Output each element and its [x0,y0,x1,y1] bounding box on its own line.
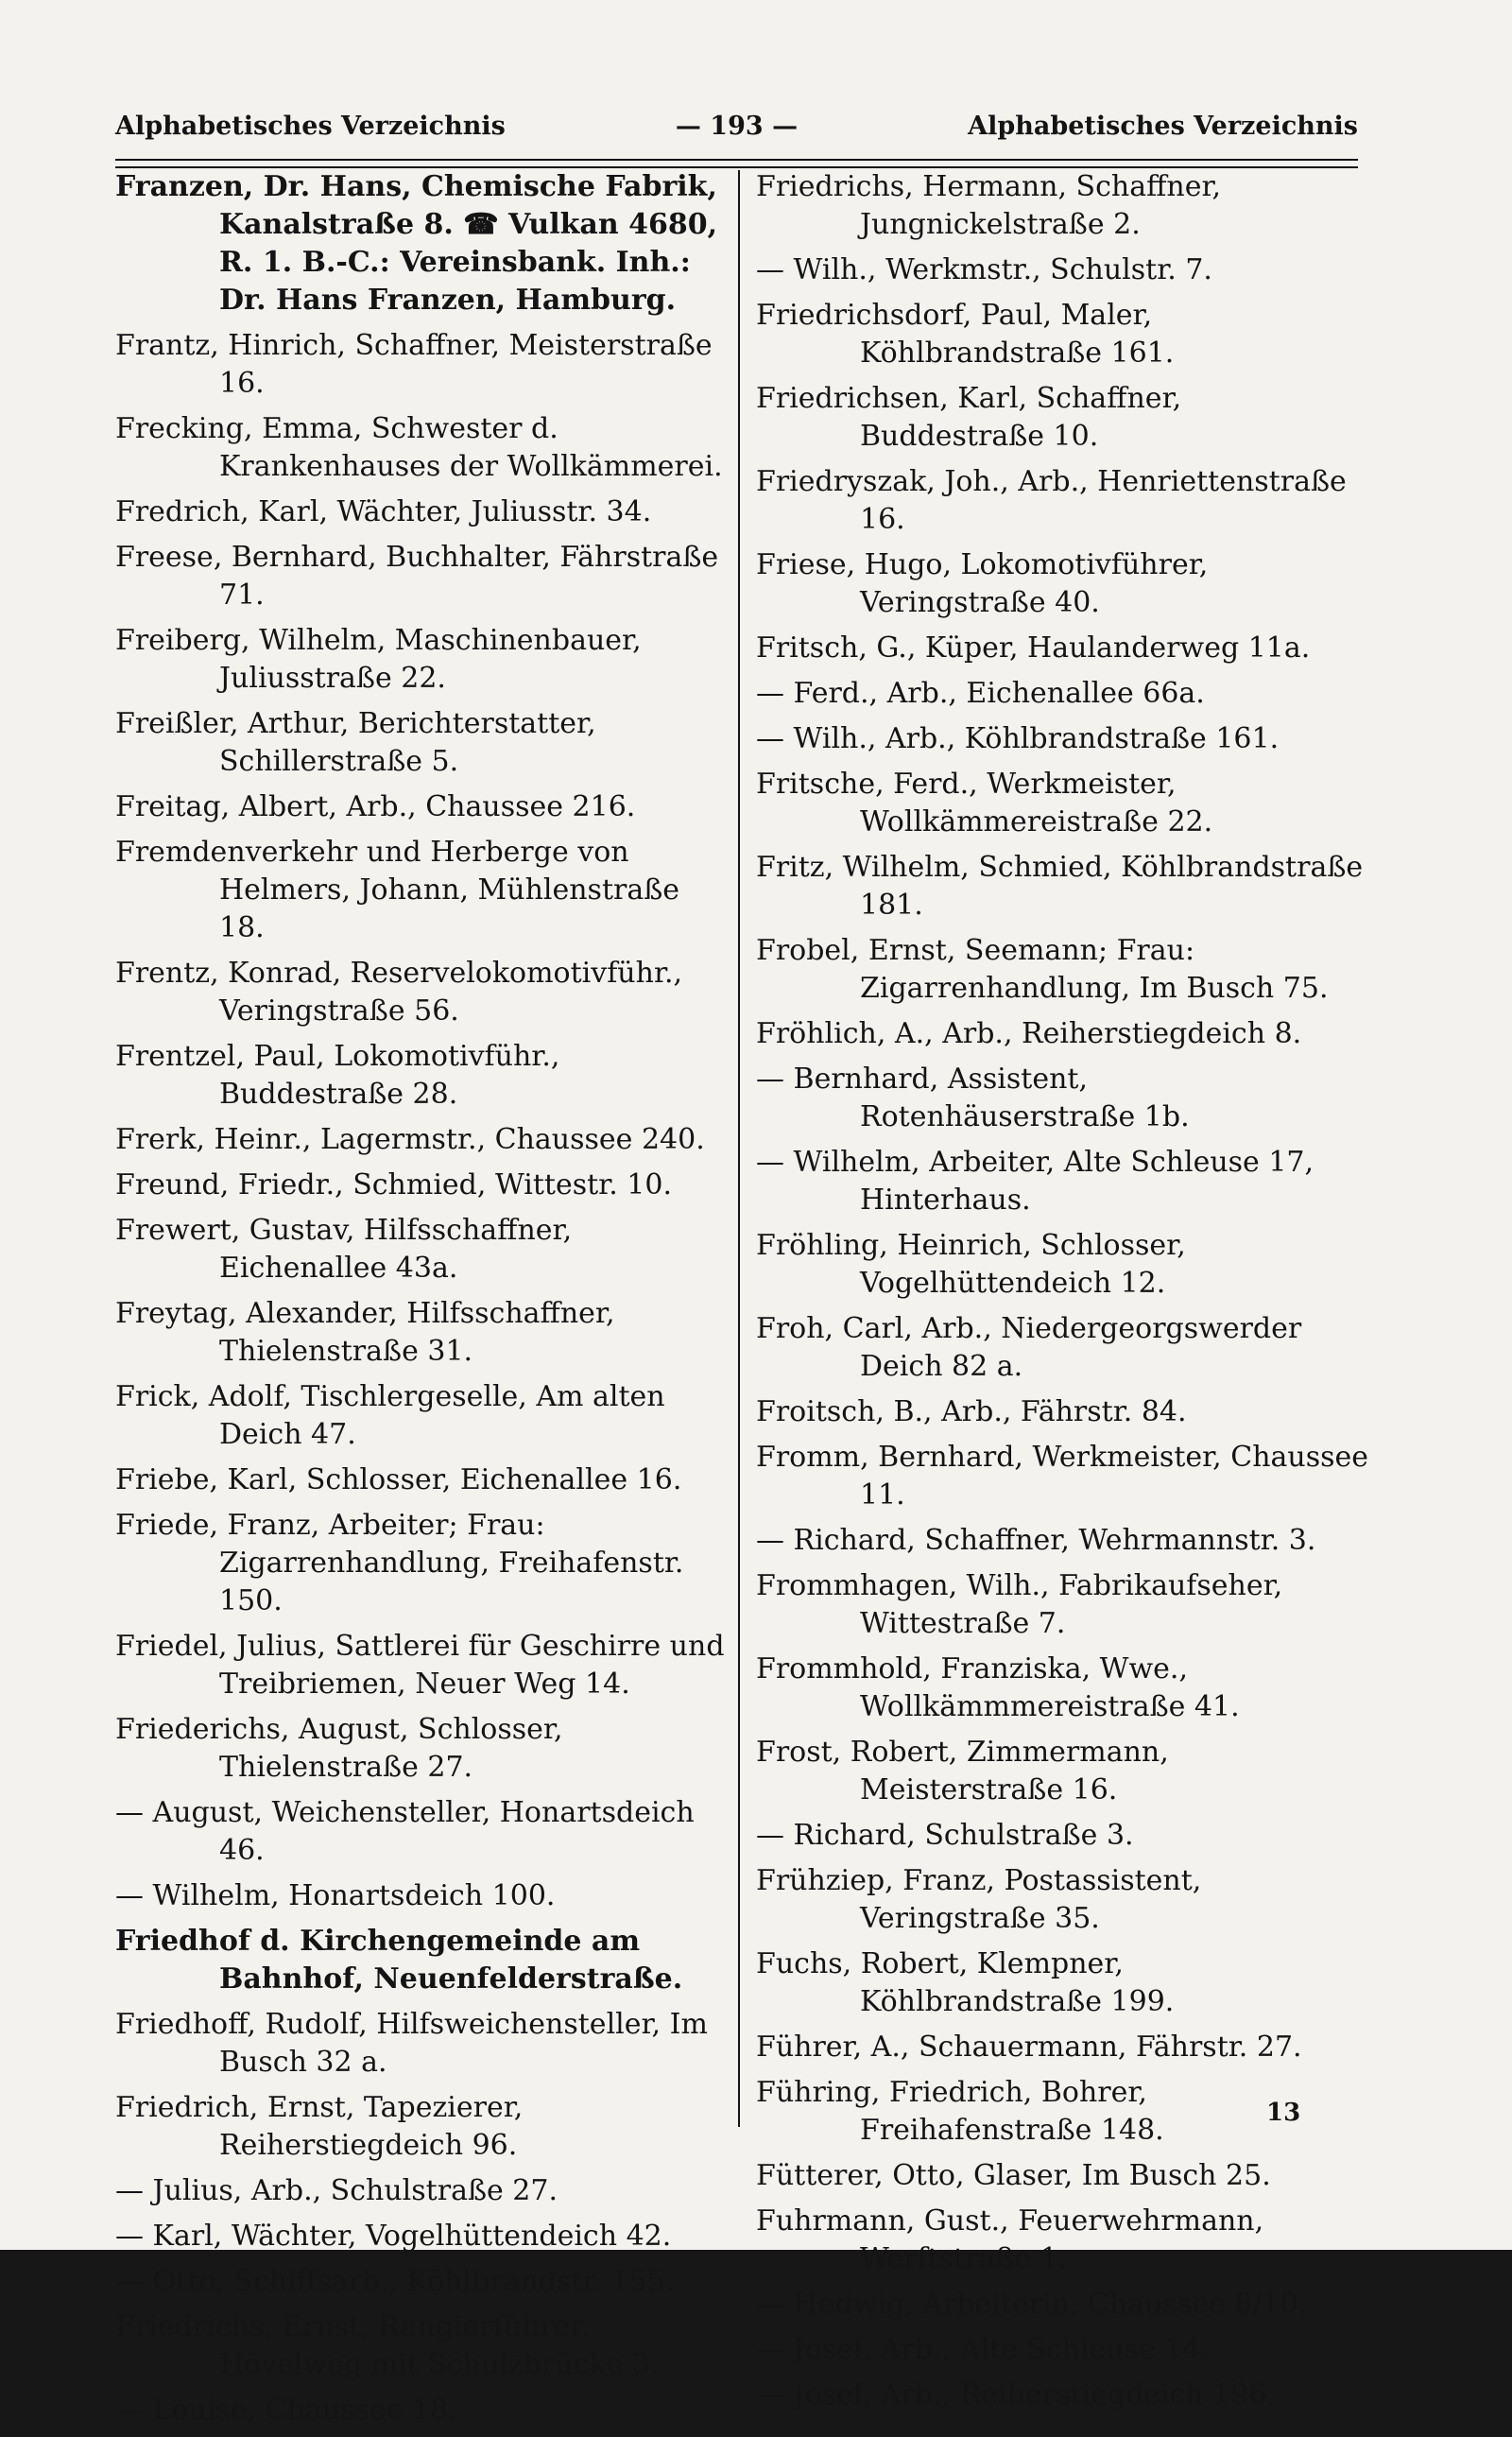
directory-entry: Fritsche, Ferd., Werkmeister, Wollkämmereistraße 22. [756,768,1213,838]
directory-entry: Freund, Friedr., Schmied, Wittestr. 10. [115,1168,672,1201]
directory-entry: Fredrich, Karl, Wächter, Juliusstr. 34. [115,495,652,528]
directory-entry: Frommhold, Franziska, Wwe., Wollkämmmereistraße 41. [756,1652,1240,1723]
header-left-title: Alphabetisches Verzeichnis [115,112,506,141]
directory-entry: — Wilh., Arb., Köhlbrandstraße 161. [756,722,1280,755]
directory-entry: Frerk, Heinr., Lagermstr., Chaussee 240. [115,1123,705,1156]
directory-entry: — Richard, Schaffner, Wehrmannstr. 3. [756,1524,1316,1557]
page-number: — 193 — [675,112,799,141]
directory-entry: — Josef, Arb., Reiherstiegdeich 196. [756,2378,1277,2411]
header-rule-top [115,159,1358,161]
directory-entry: — Karl, Wächter, Vogelhüttendeich 42. [115,2220,672,2253]
directory-entry: Friese, Hugo, Lokomotivführer, Veringstraße 40. [756,548,1209,619]
directory-entry: — Hedwig, Arbeiterin, Chaussee 8/10. [756,2288,1308,2321]
directory-entry: Frost, Robert, Zimmermann, Meisterstraße 16. [756,1736,1169,1806]
directory-entry: Fröhling, Heinrich, Schlosser, Vogelhüttendeich 12. [756,1229,1186,1300]
directory-entry: — Ferd., Arb., Eichenallee 66a. [756,677,1205,710]
directory-entry: Führing, Friedrich, Bohrer, Freihafenstraße 148. [756,2076,1164,2147]
directory-entry: Frobel, Ernst, Seemann; Frau: Zigarrenhandlung, Im Busch 75. [756,934,1329,1005]
page-header [115,112,1358,151]
directory-entry: Freytag, Alexander, Hilfsschaffner, Thielenstraße 31. [115,1297,615,1368]
directory-entry: Friedrich, Ernst, Tapezierer, Reiherstiegdeich 96. [115,2091,524,2162]
directory-entry: Franzen, Dr. Hans, Chemische Fabrik, Kanalstraße 8. ☎ Vulkan 4680, R. 1. B.-C.: Vereinsbank. Inh.: Dr. Hans Franzen, Hamburg. [115,170,718,317]
directory-entry: Frecking, Emma, Schwester d. Krankenhauses der Wollkämmerei. [115,412,723,483]
directory-entry: Friebe, Karl, Schlosser, Eichenallee 16. [115,1463,682,1496]
directory-entry: Frommhagen, Wilh., Fabrikaufseher, Wittestraße 7. [756,1569,1283,1640]
directory-entry: Friedryszak, Joh., Arb., Henriettenstraße 16. [756,465,1347,536]
directory-entry: Friede, Franz, Arbeiter; Frau: Zigarrenhandlung, Freihafenstr. 150. [115,1509,684,1617]
directory-entry: — August, Weichensteller, Honartsdeich 46. [115,1796,695,1867]
directory-entry: Friederichs, August, Schlosser, Thielenstraße 27. [115,1713,563,1784]
directory-entry: Führer, A., Schauermann, Fährstr. 27. [756,2031,1302,2064]
directory-entry: Frentzel, Paul, Lokomotivführ., Buddestraße 28. [115,1040,560,1111]
directory-entry: Fuchs, Robert, Klempner, Köhlbrandstraße 199. [756,1947,1175,2018]
directory-entry: Fütterer, Otto, Glaser, Im Busch 25. [756,2159,1271,2192]
directory-entry: Friedrichs, Ernst, Rangierführer, Hövelweg mit Schulzbrücke 3. [115,2310,660,2381]
directory-entry: Freißler, Arthur, Berichterstatter, Schillerstraße 5. [115,707,596,778]
sheet-signature: 13 [1266,2099,1301,2127]
directory-entry: — Josef, Arb., Alte Schleuse 14. [756,2333,1211,2366]
directory-entry: Freese, Bernhard, Buchhalter, Fährstraße 71. [115,541,719,612]
directory-entry: — Wilh., Werkmstr., Schulstr. 7. [756,253,1212,286]
directory-entry: Fröhlich, A., Arb., Reiherstiegdeich 8. [756,1017,1302,1050]
directory-entry: — Wilhelm, Honartsdeich 100. [115,1879,556,1912]
directory-entry: Frantz, Hinrich, Schaffner, Meisterstraße 16. [115,329,713,400]
directory-entry: Friedrichs, Hermann, Schaffner, Jungnickelstraße 2. [756,170,1222,241]
directory-entry: Friedrichsen, Karl, Schaffner, Buddestraße 10. [756,382,1182,453]
directory-entry: Frewert, Gustav, Hilfsschaffner, Eichenallee 43a. [115,1214,573,1285]
directory-entry: Friedel, Julius, Sattlerei für Geschirre und Treibriemen, Neuer Weg 14. [115,1630,725,1701]
directory-entry: Froh, Carl, Arb., Niedergeorgswerder Deich 82 a. [756,1312,1302,1383]
directory-entry: Friedhof d. Kirchengemeinde am Bahnhof, Neuenfelderstraße. [115,1925,683,1996]
directory-entry: — Otto, Schiffsarb., Köhlbrandstr. 155. [115,2265,675,2298]
directory-entry: Fuhrmann, Gust., Feuerwehrmann, Werftstraße 1. [756,2204,1264,2275]
directory-entry: — Wilhelm, Arbeiter, Alte Schleuse 17, Hinterhaus. [756,1146,1314,1217]
directory-entry: Froitsch, B., Arb., Fährstr. 84. [756,1395,1187,1428]
directory-entry: Friedrichsdorf, Paul, Maler, Köhlbrandstraße 161. [756,299,1175,370]
directory-entry: Freiberg, Wilhelm, Maschinenbauer, Juliusstraße 22. [115,624,642,695]
directory-entry: Frentz, Konrad, Reservelokomotivführ., Veringstraße 56. [115,957,683,1028]
column-divider [738,170,740,2127]
directory-entry: Fritsch, G., Küper, Haulanderweg 11a. [756,631,1311,665]
header-right-title: Alphabetisches Verzeichnis [968,112,1358,141]
directory-entry: Fritz, Wilhelm, Schmied, Köhlbrandstraße 181. [756,851,1364,922]
left-column [115,168,730,2437]
directory-entry: — Louise, Chaussee 18. [115,2394,457,2427]
directory-entry: — Richard, Schulstraße 3. [756,1819,1134,1852]
directory-entry: Fromm, Bernhard, Werkmeister, Chaussee 11. [756,1441,1369,1512]
directory-entry: — Bernhard, Assistent, Rotenhäuserstraße 1b. [756,1063,1190,1133]
directory-entry: Freitag, Albert, Arb., Chaussee 216. [115,790,636,823]
directory-entry: Friedhoff, Rudolf, Hilfsweichensteller, Im Busch 32 a. [115,2008,708,2079]
directory-entry: Fremdenverkehr und Herberge von Helmers, Johann, Mühlenstraße 18. [115,836,680,944]
directory-entry: Frick, Adolf, Tischlergeselle, Am alten Deich 47. [115,1380,665,1451]
right-column [756,168,1370,2422]
directory-entry: Frühziep, Franz, Postassistent, Veringstraße 35. [756,1864,1202,1935]
directory-entry: — Julius, Arb., Schulstraße 27. [115,2174,558,2207]
